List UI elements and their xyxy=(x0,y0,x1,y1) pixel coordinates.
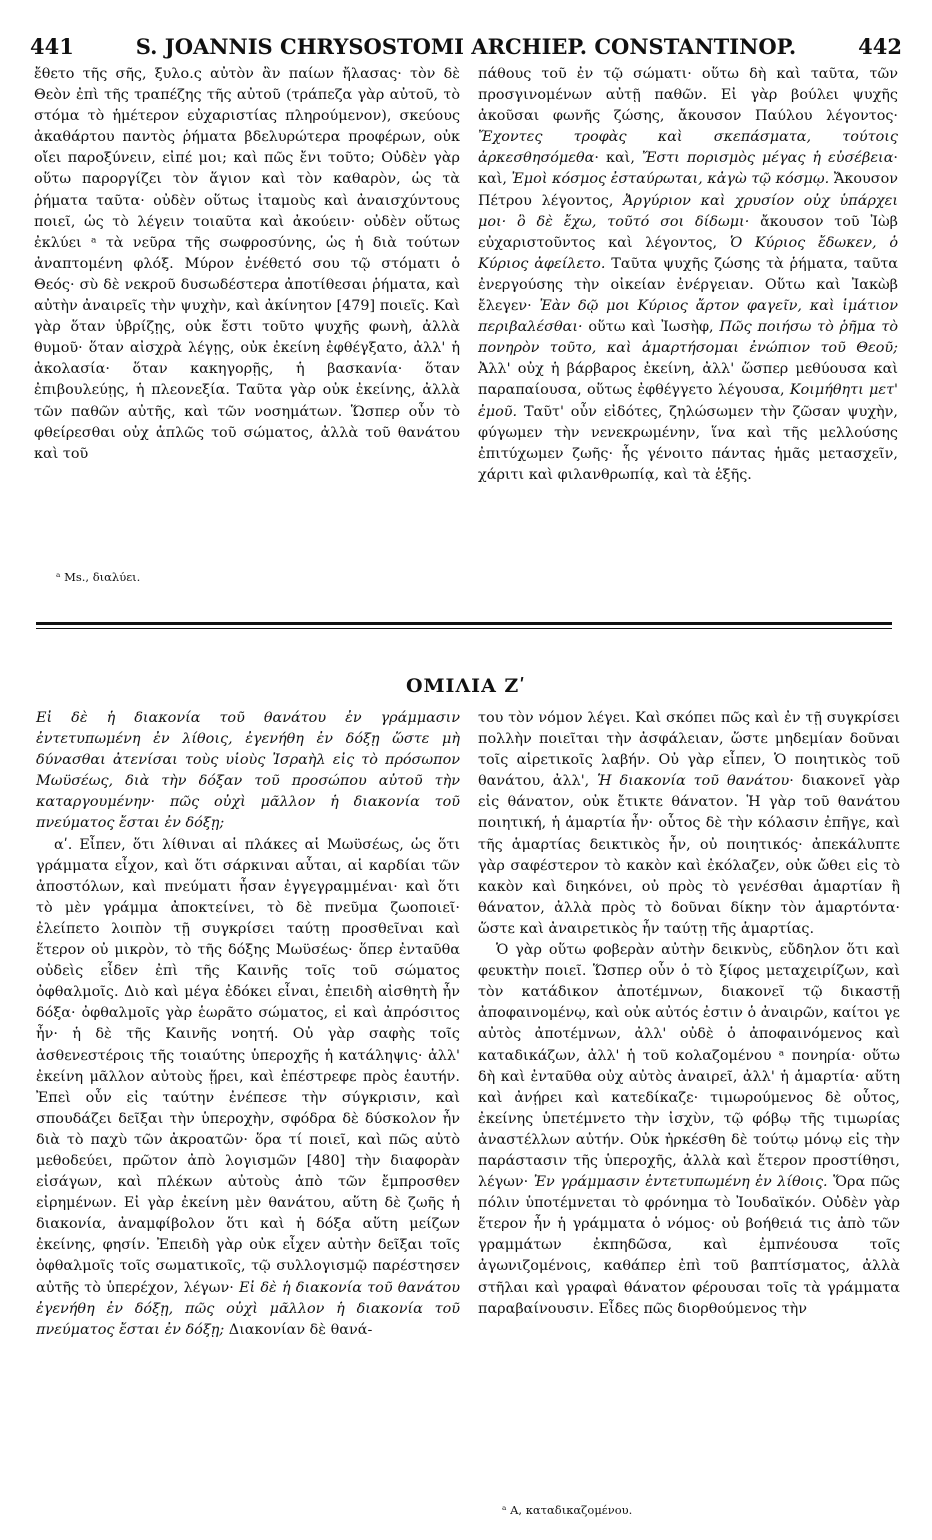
scripture-quote: Ἐὰν δῷ μοι Κύριος ἄρτον φαγεῖν, καὶ ἱμάτιον περιβαλέσθαι· xyxy=(478,298,899,336)
scripture-quote: Ἡ διακονία τοῦ θανάτου xyxy=(597,773,790,790)
section-divider-thin xyxy=(36,628,892,629)
scripture-quote: Ἐν γράμμασιν ἐντετυπωμένη ἐν λίθοις. xyxy=(533,1174,828,1191)
column-bottom-left xyxy=(36,708,460,1341)
text-run: Διακονίαν δὲ θανά- xyxy=(228,1321,373,1338)
footnote-right: ᵃ Α, καταδικαζομένου. xyxy=(502,1503,633,1517)
text-run: Ταῦτα ψυχῆς ζώσης τὰ ῥήματα, ταῦτα ἐνεργούσης τὴν οἰκείαν ἐνέργειαν. Οὕτω καὶ Ἰακὼβ ἔλεγεν· xyxy=(478,255,899,315)
text-run: πάθους τοῦ ἐν τῷ σώματι· οὕτω δὴ καὶ ταῦτα, τῶν προσγινομένων αὐτῇ παθῶν. Εἰ γὰρ βούλει ψυχῆς ἀκοῦσαι φωνῆς ζώσης, ἄκουσον Παύλου λέγοντος· xyxy=(478,66,898,125)
paragraph xyxy=(36,835,460,1341)
text-run: · διακονεῖ γὰρ εἰς θάνατον, οὐκ ἔτικτε θάνατον. Ἡ γὰρ τοῦ θανάτου ποιητική, ἡ ἁμαρτία ἦν· οὗτος δὲ τὴν κόλασιν ἐπῆγε, καὶ τῆς ἁμαρτίας δεικτικὸς ἦν, οὐ ποιητικός· ἀπεκάλυπτε γὰρ σαφέστερον τὸ κακὸν καὶ ἐκόλαζεν, οὐκ ὤθει εἰς τὸ κακὸν καὶ διηκόνει, οὐ πρὸς τὸ γενέσθαι ἁμαρτίαν ἢ θάνατον, ἀλλὰ πρὸς τὸ δοῦναι δίκην τὸν ἁμαρτόντα· ὥστε καὶ ἀναιρετικὸς ἦν ταύτῃ τῆς ἁμαρτίας. xyxy=(478,773,900,937)
column-top-right xyxy=(478,64,898,486)
text-run: Ἀλλ' οὐχ ἡ βάρβαρος ἐκείνη, ἀλλ' ὥσπερ μεθύουσα καὶ παραπαίουσα, οὕτως ἐφθέγγετο λέγουσα, xyxy=(478,361,898,399)
paragraph xyxy=(478,64,898,486)
running-header xyxy=(30,34,902,62)
text-run: · καὶ, xyxy=(594,150,635,167)
text-run: · καὶ, xyxy=(478,150,898,188)
scripture-quote: Ἐμοὶ κόσμος ἐσταύρωται, κἀγὼ τῷ κόσμῳ. xyxy=(511,171,830,188)
text-run: Ὅρα πῶς πόλιν ὑποτέμνεται τὸ φρόνημα τὸ Ἰουδαϊκόν. Οὐδὲν γὰρ ἕτερον ἦν ἡ γράμματα ὁ νόμος· οὐ βοήθειά τις ἀπὸ τῶν γραμμάτων ἐκπηδῶσα, καὶ ἐμπνέουσα τοῖς ἀγωνιζομένοις, καθάπερ ἐπὶ τοῦ βαπτίσματος, ἀλλὰ στῆλαι καὶ γραφαὶ θάνατον φέρουσαι τοῖς τὰ γράμματα παραβαίνουσιν. Εἶδες πῶς διορθούμενος τὴν xyxy=(478,1174,900,1317)
scripture-quote: Πῶς ποιήσω τὸ ῥῆμα τὸ πονηρὸν τοῦτο, καὶ ἁμαρτήσομαι ἐνώπιον τοῦ Θεοῦ; xyxy=(478,319,898,357)
column-bottom-right xyxy=(478,708,900,1320)
paragraph: ἔθετο τῆς σῆς, ξυλο.ς αὐτὸν ἂν παίων ἤλασας· τὸν δὲ Θεὸν ἐπὶ τῆς τραπέζης τῆς αὐτοῦ (τράπεζα γὰρ αὐτοῦ, τὸ στόμα τὸ ἡμέτερον εὐχαριστίας πληρούμενον), σκεύους ἀκαθάρτου παντὸς ῥήματα βδελυρώτερα προφέρων, οὐκ οἴει παροξύνειν, εἰπέ μοι; καὶ πῶς ἔνι τοῦτο; Οὐδὲν γὰρ οὕτω παροργίζει τὸν ἅγιον καὶ τὸν καθαρὸν, ὡς τὰ ῥήματα ταῦτα· οὐδὲν οὕτως ἰταμοὺς καὶ ἀναισχύντους ποιεῖ, ὡς τὸ λέγειν τοιαῦτα καὶ ἀκούειν· οὐδὲν οὕτως ἐκλύει ᵃ τὰ νεῦρα τῆς σωφροσύνης, ὡς ἡ διὰ τούτων ἀναπτομένη φλόξ. Μύρον ἐνέθετό σου τῷ στόματι ὁ Θεός· σὺ δὲ νεκροῦ δυσωδέστερα ἀποτίθεσαι ῥήματα, καὶ αὐτὴν ἀναιρεῖς τὴν ψυχὴν, καὶ ἀκίνητον [479] ποιεῖς. Καὶ γὰρ ὅταν ὑβρίζῃς, οὐκ ἔστι τοῦτο ψυχῆς φωνὴ, ἀλλὰ θυμοῦ· ὅταν αἰσχρὰ λέγῃς, οὐκ ἐκείνη ἐφθέγξατο, ἀλλ' ἡ ἀκολασία· ὅταν κακηγορῇς, ἡ βασκανία· ὅταν ἐπιβουλεύῃς, ἡ πλεονεξία. Ταῦτα γὰρ οὐκ ἐκείνης, ἀλλὰ τῶν παθῶν αὐτῆς, καὶ τῶν νοσημάτων. Ὥσπερ οὖν τὸ φθείρεσθαι οὐχ ἁπλῶς τοῦ σώματος, ἀλλὰ τοῦ θανάτου καὶ τοῦ xyxy=(34,66,460,462)
text-run: του τὸν νόμον λέγει. Καὶ σκόπει πῶς καὶ ἐν τῇ συγκρίσει πολλὴν ποιεῖται τὴν ἀσφάλειαν, ὥστε μηδεμίαν δοῦναι τοῖς αἱρετικοῖς λαβήν. Οὐ γὰρ εἶπεν, Ὁ ποιητικὸς τοῦ θανάτου, ἀλλ', xyxy=(478,710,900,790)
text-run: οὕτω καὶ Ἰωσὴφ, xyxy=(588,319,714,336)
section-divider xyxy=(36,622,892,625)
right-page-number: 442 xyxy=(858,34,902,59)
footnote-left: ᵃ Ms., διαλύει. xyxy=(56,570,141,584)
running-title: S. JOANNIS CHRYSOSTOMI ARCHIEP. CONSTANTINOP. xyxy=(135,34,797,59)
scripture-quote: Ἔχοντες τροφὰς καὶ σκεπάσματα, τούτοις ἀρκεσθησόμεθα xyxy=(478,129,898,167)
scripture-quote: Κοιμήθητι μετ' ἐμοῦ. xyxy=(478,382,898,420)
text-run: Ὁ γὰρ οὕτω φοβερὰν αὐτὴν δεικνὺς, εὔδηλον ὅτι καὶ φευκτὴν ποιεῖ. Ὥσπερ οὖν ὁ τὸ ξίφος μεταχειρίζων, καὶ τὸν κατάδικον ἀποτέμνων, διακονεῖ τῷ δικαστῇ ἀποφαινομένῳ, καὶ οὐκ αὐτός ἐστιν ὁ ἀναιρῶν, καίτοι γε αὐτὸς ἀποτέμνων, ἀλλ' οὐδὲ ὁ ἀποφαινόμενος καὶ καταδικάζων, ἀλλ' ἡ τοῦ κολαζομένου ᵃ πονηρία· οὕτω δὴ καὶ ἐνταῦθα οὐχ αὐτὸς ἀναιρεῖ, ἀλλ' ἡ ἁμαρτία· αὕτη καὶ ἀνῄρει καὶ κατεδίκαζε· τιμωρούμενος δὲ οὗτος, ἐκείνης ὑπετέμνετο τὴν ἰσχὺν, τῷ φόβῳ τῆς τιμωρίας ἀναστέλλων αὐτήν. Οὐκ ἠρκέσθη δὲ τούτῳ μόνῳ εἰς τὴν παράστασιν τῆς ὑπεροχῆς, ἀλλὰ καὶ ἕτερον προστίθησι, λέγων· xyxy=(478,942,900,1191)
paragraph xyxy=(478,940,900,1320)
paragraph xyxy=(478,708,900,940)
scripture-quote: Ἀργύριον καὶ χρυσίον οὐχ ὑπάρχει μοι· ὃ δὲ ἔχω, τοῦτό σοι δίδωμι· xyxy=(478,192,898,230)
scripture-quote: Ὁ Κύριος ἔδωκεν, ὁ Κύριος ἀφείλετο. xyxy=(478,234,898,272)
scripture-quote: Εἰ δὲ ἡ διακονία τοῦ θανάτου ἐγενήθη ἐν δόξῃ, πῶς οὐχὶ μᾶλλον ἡ διακονία τοῦ πνεύματος ἔσται ἐν δόξῃ; xyxy=(36,1279,461,1338)
scripture-lemma: Εἰ δὲ ἡ διακονία τοῦ θανάτου ἐν γράμμασιν ἐντετυπωμένη ἐν λίθοις, ἐγενήθη ἐν δόξῃ ὥστε μὴ δύνασθαι ἀτενίσαι τοὺς υἱοὺς Ἰσραὴλ εἰς τὸ πρόσωπον Μωϋσέως, διὰ τὴν δόξαν τοῦ προσώπου αὐτοῦ τὴν καταργουμένην· πῶς οὐχὶ μᾶλλον ἡ διακονία τοῦ πνεύματος ἔσται ἐν δόξῃ; xyxy=(36,710,460,832)
homily-title: ΟΜΙΛΙΑ Ζʹ xyxy=(405,675,527,697)
text-run: αʹ. Εἶπεν, ὅτι λίθιναι αἱ πλάκες αἱ Μωϋσέως, ὡς ὅτι γράμματα εἶχον, καὶ ὅτι σάρκιναι αὗται, αἱ καρδίαι τῶν ἀποστόλων, καὶ πνεύματι ἦσαν ἐγγεγραμμέναι· καὶ ὅτι τὸ μὲν γράμμα ἀποκτείνει, τὸ δὲ πνεῦμα ζωοποιεῖ· ἐλείπετο λοιπὸν τῇ συγκρίσει ταύτῃ προσθεῖναι καὶ ἕτερον οὐ μικρὸν, τὸ τῆς δόξης Μωϋσέως· ὅπερ ἐνταῦθα οὐδεὶς εἶδεν ἐπὶ τῆς Καινῆς τοῖς τοῦ σώματος ὀφθαλμοῖς. Διὸ καὶ μέγα ἐδόκει εἶναι, ἐπειδὴ αἰσθητὴ ἦν δόξα· ὀφθαλμοῖς γὰρ ἑωρᾶτο σώματος, εἰ καὶ ἀπρόσιτος ἦν· ἡ δὲ τῆς Καινῆς νοητή. Οὐ γὰρ σαφὴς τοῖς ἀσθενεστέροις τῆς τοιαύτης ὑπεροχῆς ἡ κατάληψις· ἀλλ' ἐκείνη μᾶλλον αὐτοὺς ᾕρει, καὶ ἐπέστρεφε πρὸς ἑαυτήν. Ἐπεὶ οὖν εἰς ταύτην ἐνέπεσε τὴν σύγκρισιν, καὶ σπουδάζει δεῖξαι τὴν ὑπεροχὴν, σφόδρα δὲ δύσκολον ἦν διὰ τὸ παχὺ τῶν ἀκροατῶν· ὅρα τί ποιεῖ, καὶ πῶς αὐτὸ μεθοδεύει, πρῶτον ἀπὸ λογισμῶν [480] τὴν διαφορὰν εἰσάγων, καὶ πλέκων αὐτοὺς ἀπὸ τῶν ἔμπροσθεν εἰρημένων. Εἰ γὰρ ἐκείνη μὲν θανάτου, αὕτη δὲ ζωῆς ἡ διακονία, ἀναμφίβολον ὅτι καὶ ἡ δόξα αὕτη μείζων ἐκείνης, φησίν. Ἐπειδὴ γὰρ οὐκ εἶχεν αὐτὴν δεῖξαι τοῖς ὀφθαλμοῖς τοῖς σωματικοῖς, τῷ συλλογισμῷ παρέστησεν αὐτῆς τὸ ὑπερέχον, λέγων· xyxy=(36,836,460,1296)
scripture-quote: Ἔστι πορισμὸς μέγας ἡ εὐσέβεια xyxy=(641,150,894,167)
text-run: Ἄκουσον Πέτρου λέγοντος, xyxy=(478,171,899,209)
left-page-number: 441 xyxy=(30,34,74,59)
column-top-left xyxy=(34,64,460,465)
text-run: Ταῦτ' οὖν εἰδότες, ζηλώσωμεν τὴν ζῶσαν ψυχὴν, φύγωμεν τὴν νενεκρωμένην, ἵνα καὶ τῆς μελλούσης ἐπιτύχωμεν ζωῆς· ἧς γένοιτο πάντας ἡμᾶς μετασχεῖν, χάριτι καὶ φιλανθρωπίᾳ, καὶ τὰ ἑξῆς. xyxy=(478,403,898,483)
text-run: ἄκουσον τοῦ Ἰὼβ εὐχαριστοῦντος καὶ λέγοντος, xyxy=(478,213,898,251)
